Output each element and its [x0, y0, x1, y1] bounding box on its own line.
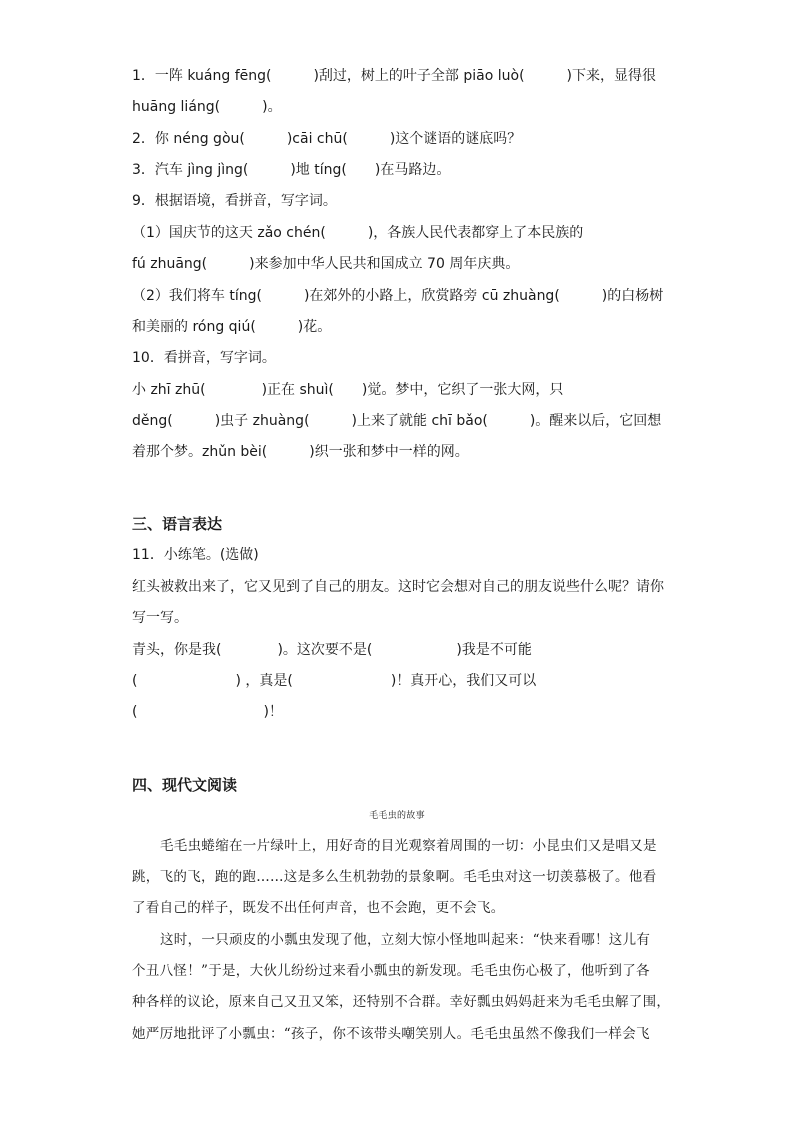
q10-line-3: 着那个梦。zhǔn bèi( )织一张和梦中一样的网。 — [132, 444, 469, 460]
story-para2-line-3: 种各样的议论，原来自己又丑又笨，还特别不合群。幸好瓢虫妈妈赶来为毛毛虫解了围， — [132, 994, 671, 1010]
section-3-title: 三、语言表达 — [132, 515, 223, 533]
q9-item2-line-1: （2）我们将车 tíng( )在郊外的小路上，欣赏路旁 cū zhuàng( )的白杨树 — [132, 288, 664, 304]
story-para1-line-1: 毛毛虫蜷缩在一片绿叶上，用好奇的目光观察着周围的一切：小昆虫们又是唱又是 — [160, 838, 657, 854]
q9-item2-line-2: 和美丽的 róng qiú( )花。 — [132, 319, 332, 335]
story-para1-line-3: 了看自己的样子，既发不出任何声音，也不会跑，更不会飞。 — [132, 900, 505, 916]
q11-prompt-line-1: 红头被救出来了，它又见到了自己的朋友。这时它会想对自己的朋友说些什么呢？请你 — [132, 579, 664, 595]
q2-line: 2．你 néng gòu( )cāi chū( )这个谜语的谜底吗？ — [132, 131, 522, 147]
q1-line-1: 1．一阵 kuáng fēng( )刮过，树上的叶子全部 piāo luò( )下来，显得很 — [132, 68, 656, 84]
story-para1-line-2: 跳，飞的飞，跑的跑……这是多么生机勃勃的景象啊。毛毛虫对这一切羡慕极了。他看 — [132, 869, 657, 885]
q3-line: 3．汽车 jìng jìng( )地 tíng( )在马路边。 — [132, 162, 451, 178]
q9-item1-line-1: （1）国庆节的这天 zǎo chén( )，各族人民代表都穿上了本民族的 — [132, 225, 584, 241]
q9-item1-line-2: fú zhuāng( )来参加中华人民共和国成立 70 周年庆典。 — [132, 256, 520, 272]
section-4-title: 四、现代文阅读 — [132, 776, 238, 794]
story-para2-line-1: 这时，一只顽皮的小瓢虫发现了他，立刻大惊小怪地叫起来：“快来看哪！这儿有 — [160, 932, 651, 948]
q11-prompt-line-2: 写一写。 — [132, 610, 188, 626]
q1-line-2: huāng liáng( )。 — [132, 99, 282, 115]
story-para2-line-2: 个丑八怪！”于是，大伙儿纷纷过来看小瓢虫的新发现。毛毛虫伤心极了，他听到了各 — [132, 963, 650, 979]
q10-heading: 10．看拼音，写字词。 — [132, 350, 276, 366]
q11-fill-line-2: ( ) ，真是( )！真开心，我们又可以 — [132, 673, 537, 689]
q10-line-1: 小 zhī zhū( )正在 shuì( )觉。梦中，它织了一张大网，只 — [132, 382, 564, 398]
q9-heading: 9．根据语境，看拼音，写字词。 — [132, 193, 337, 209]
story-title: 毛毛虫的故事 — [369, 811, 425, 821]
q11-fill-line-3: ( )！ — [132, 704, 283, 720]
q11-fill-line-1: 青头，你是我( )。这次要不是( )我是不可能 — [132, 642, 532, 658]
q11-heading: 11．小练笔。(选做) — [132, 547, 259, 563]
story-para2-line-4: 她严厉地批评了小瓢虫：“孩子，你不该带头嘲笑别人。毛毛虫虽然不像我们一样会飞 — [132, 1026, 650, 1042]
q10-line-2: děng( )虫子 zhuàng( )上来了就能 chī bǎo( )。醒来以后，它回想 — [132, 413, 662, 429]
